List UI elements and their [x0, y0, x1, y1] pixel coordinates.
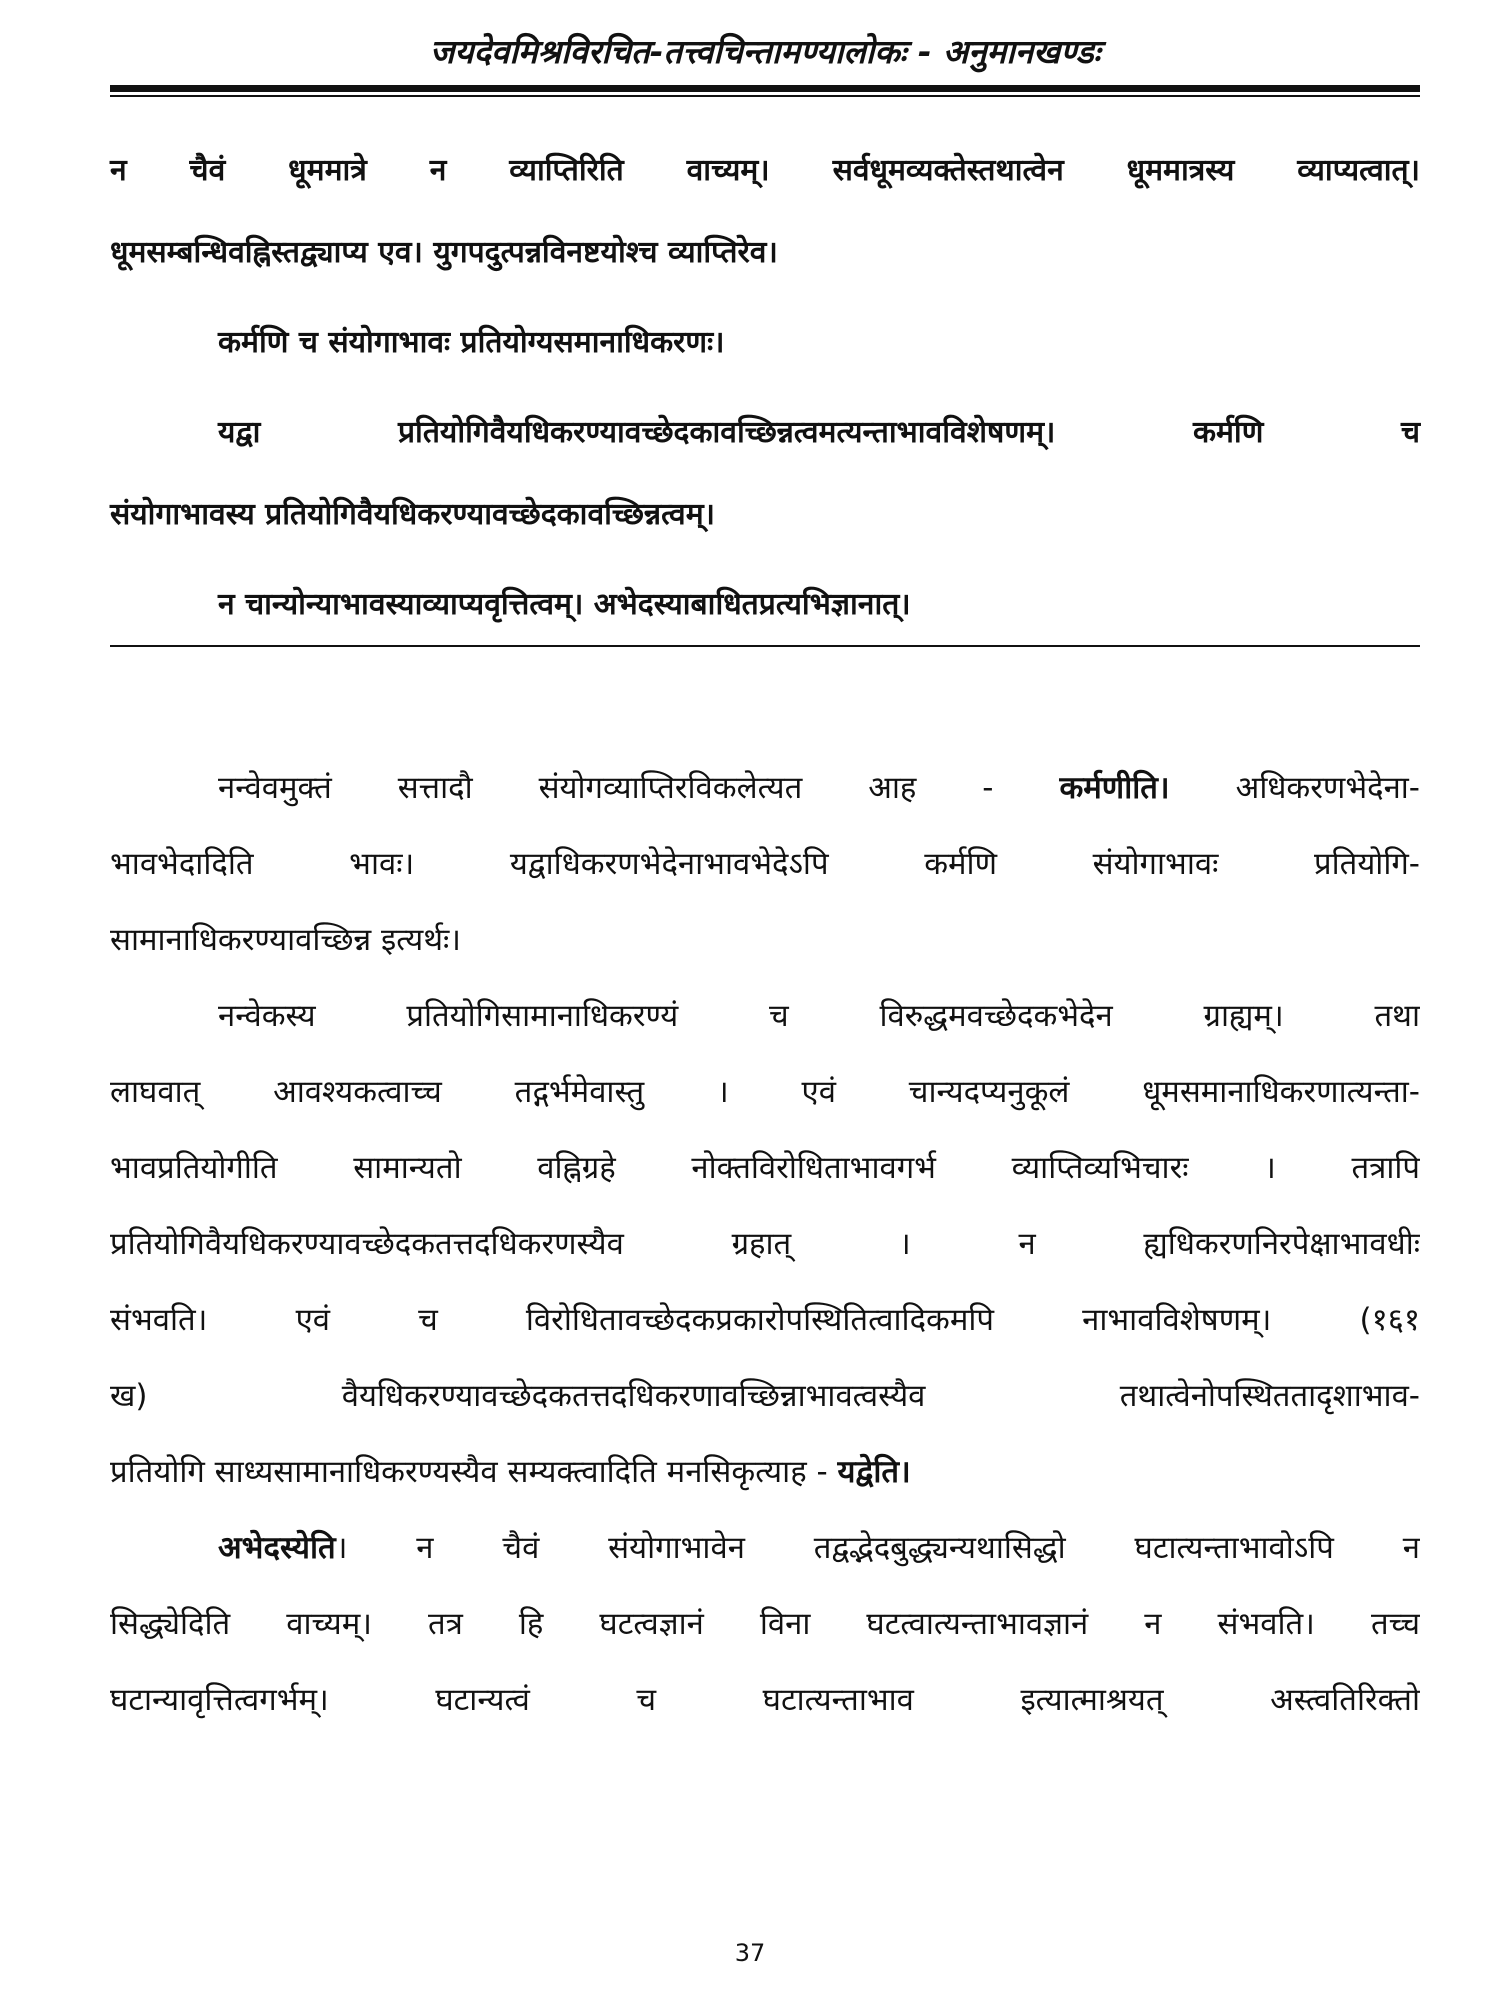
commentary-line: प्रतियोगिवैयधिकरण्यावच्छेदकतत्तदधिकरणस्यैव ग्रहात् । न ह्यधिकरणनिरपेक्षाभावधीः	[110, 1226, 1420, 1262]
mula-line: न चैवं धूममात्रे न व्याप्तिरिति वाच्यम्। सर्वधूमव्यक्तेस्तथात्वेन धूममात्रस्य व्याप्यत्वात्।	[110, 153, 1420, 188]
header-rule	[110, 85, 1420, 92]
commentary-line	[110, 1510, 1420, 1586]
pratika-yadveti: यद्वेति।	[837, 1454, 911, 1490]
commentary-line: सिद्ध्येदिति वाच्यम्। तत्र हि घटत्वज्ञानं विना घटत्वात्यन्ताभावज्ञानं न संभवति। तच्च	[110, 1606, 1420, 1642]
commentary-line: सामानाधिकरण्यावच्छिन्न इत्यर्थः।	[110, 922, 462, 958]
commentary-line: ख) वैयधिकरण्यावच्छेदकतत्तदधिकरणावच्छिन्नाभावत्वस्यैव तथात्वेनोपस्थिततादृशाभाव-	[110, 1378, 1420, 1414]
mula-paragraph-4	[110, 564, 1420, 646]
commentary-text-block	[110, 750, 1420, 1738]
pratika-karmaniti: कर्मणीति।	[1059, 770, 1170, 806]
page-number: 37	[734, 1939, 766, 1967]
mula-paragraph-3-cont	[110, 474, 1420, 556]
mula-line: कर्मणि च संयोगाभावः प्रतियोग्यसमानाधिकरणः।	[218, 325, 725, 360]
mula-line: संयोगाभावस्य प्रतियोगिवैयधिकरण्यावच्छेदकावच्छिन्नत्वम्।	[110, 497, 716, 532]
commentary-line: भावभेदादिति भावः। यद्वाधिकरणभेदेनाभावभेदेऽपि कर्मणि संयोगाभावः प्रतियोगि-	[110, 846, 1420, 882]
commentary-line	[110, 750, 1420, 826]
commentary-line: नन्वेकस्य प्रतियोगिसामानाधिकरण्यं च विरुद्धमवच्छेदकभेदेन ग्राह्यम्। तथा	[218, 998, 1420, 1034]
commentary-line: घटान्यावृत्तित्वगर्भम्। घटान्यत्वं च घटात्यन्ताभाव इत्यात्माश्रयत् अस्त्वतिरिक्तो	[110, 1682, 1420, 1718]
commentary-line: संभवति। एवं च विरोधितावच्छेदकप्रकारोपस्थितित्वादिकमपि नाभावविशेषणम्। (१६१	[110, 1302, 1420, 1338]
section-separator	[110, 645, 1420, 647]
mula-text-block	[110, 130, 1420, 646]
mula-line: धूमसम्बन्धिवह्निस्तद्व्याप्य एव। युगपदुत्पन्नविनष्टयोश्च व्याप्तिरेव।	[110, 235, 778, 270]
commentary-text: अधिकरणभेदेना-	[1169, 770, 1420, 806]
mula-paragraph-1-cont	[110, 212, 1420, 294]
header-rule-thin	[110, 95, 1420, 97]
mula-paragraph-1	[110, 130, 1420, 212]
mula-paragraph-3	[110, 392, 1420, 474]
commentary-text: । न चैवं संयोगाभावेन तद्वद्भेदबुद्ध्यन्यथासिद्धो घटात्यन्ताभावोऽपि न	[335, 1530, 1420, 1566]
commentary-line: भावप्रतियोगीति सामान्यतो वह्निग्रहे नोक्तविरोधिताभावगर्भ व्याप्तिव्यभिचारः । तत्रापि	[110, 1150, 1420, 1186]
mula-paragraph-2	[110, 302, 1420, 384]
mula-line: यद्वा प्रतियोगिवैयधिकरण्यावच्छेदकावच्छिन्नत्वमत्यन्ताभावविशेषणम्। कर्मणि च	[218, 415, 1420, 450]
pratika-abhedasyeti: अभेदस्येति	[218, 1530, 336, 1566]
commentary-text: प्रतियोगि साध्यसामानाधिकरण्यस्यैव सम्यक्त्वादिति मनसिकृत्याह -	[110, 1454, 838, 1490]
commentary-line	[110, 1434, 1420, 1510]
mula-line: न चान्योन्याभावस्याव्याप्यवृत्तित्वम्। अभेदस्याबाधितप्रत्यभिज्ञानात्।	[218, 587, 911, 622]
running-header: जयदेवमिश्रविरचित-तत्त्वचिन्तामण्यालोकः - अनुमानखण्डः	[429, 32, 1101, 71]
commentary-line: लाघवात् आवश्यकत्वाच्च तद्गर्भमेवास्तु । एवं चान्यदप्यनुकूलं धूमसमानाधिकरणात्यन्ता-	[110, 1074, 1420, 1110]
commentary-text: नन्वेवमुक्तं सत्तादौ संयोगव्याप्तिरविकलेत्यत आह -	[218, 770, 1060, 806]
